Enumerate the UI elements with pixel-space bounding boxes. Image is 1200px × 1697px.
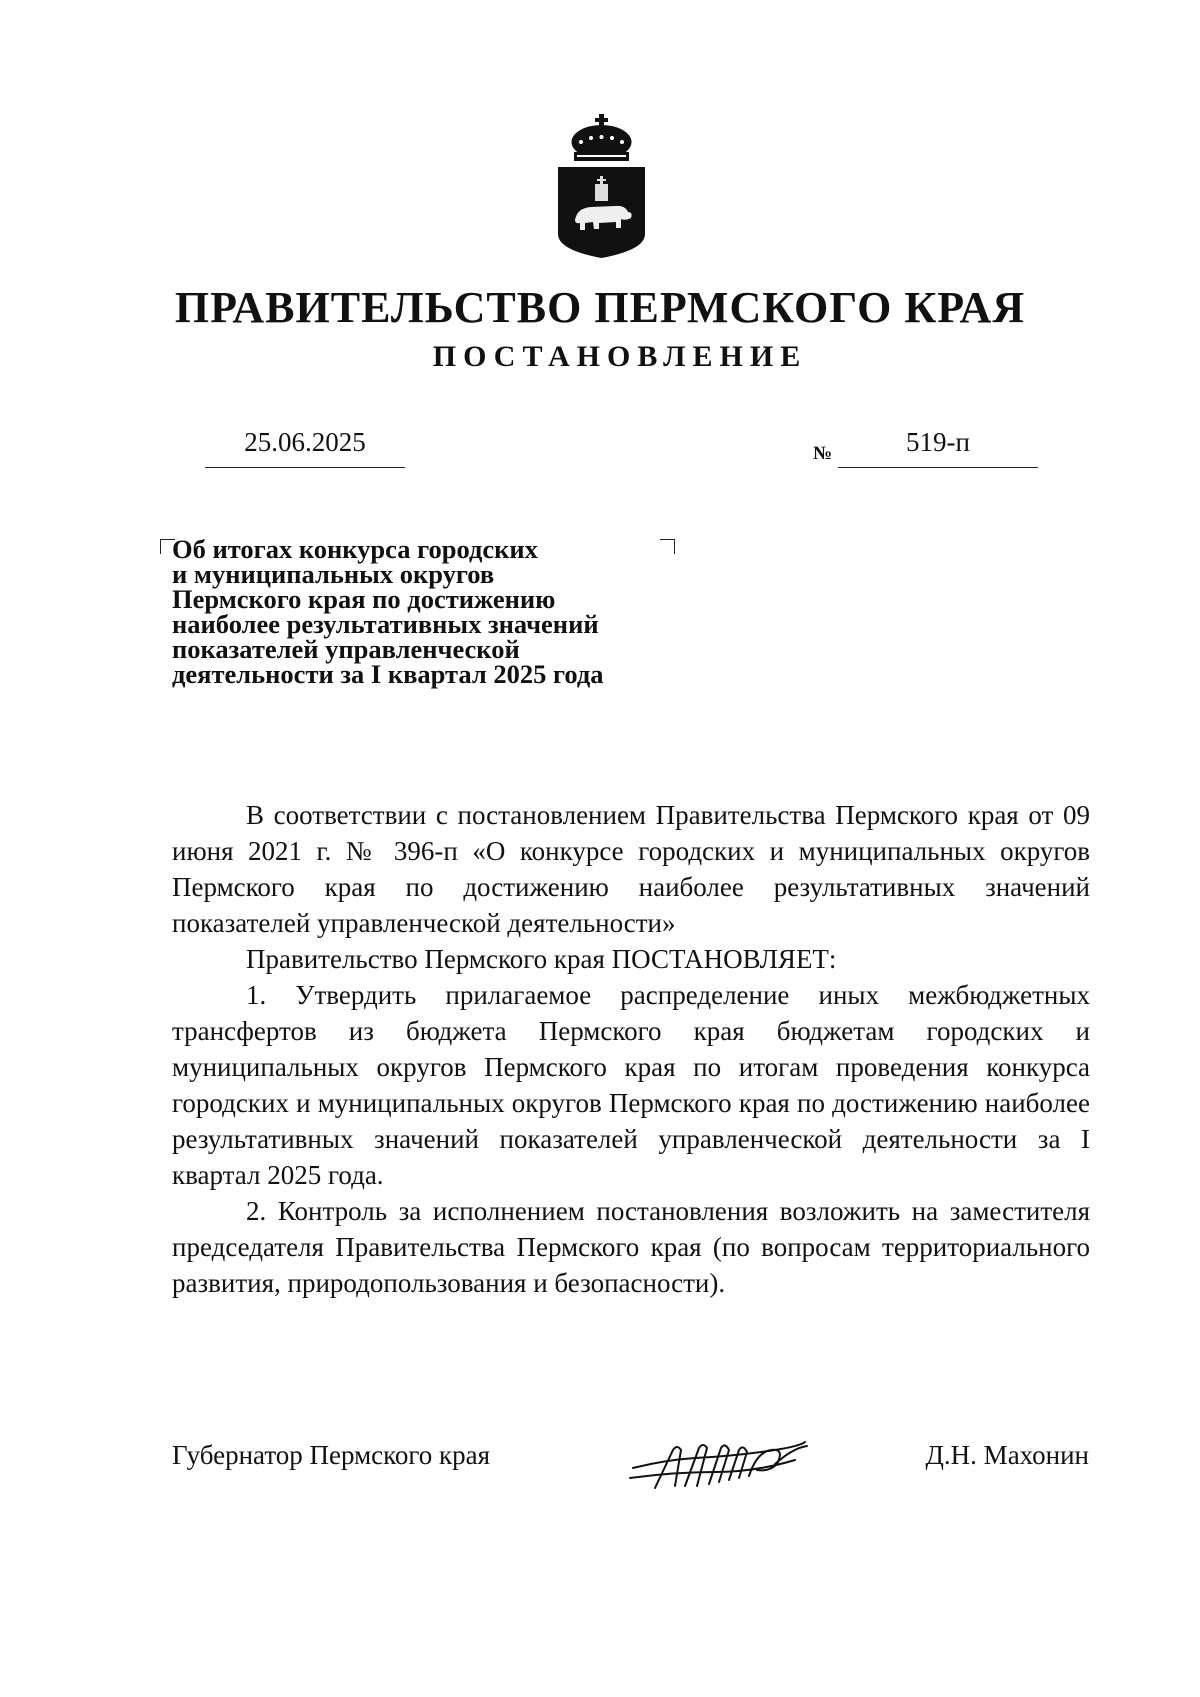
document-number-field: [838, 425, 1038, 468]
subject-line: Пермского края по достижению: [172, 584, 556, 614]
organization-title: ПРАВИТЕЛЬСТВО ПЕРМСКОГО КРАЯ: [174, 283, 1026, 332]
body-paragraph: В соответствии с постановлением Правительства Пермского края от 09 июня 2021 г. № 396-п «О конкурсе городских и муниципальных округов Пермского края по достижению наиболее результативных значений показателей управленческой деятельности»: [172, 800, 1090, 938]
number-sign: №: [813, 443, 833, 464]
subject-line: показателей управленческой: [172, 634, 520, 664]
subject-line: Об итогах конкурса городских: [172, 534, 538, 564]
coat-of-arms-icon: [555, 112, 648, 260]
signatory-position: Губернатор Пермского края: [172, 1440, 491, 1470]
document-date: 25.06.2025: [244, 427, 366, 457]
document-body: [172, 797, 1090, 1301]
subject-line: деятельности за I квартал 2025 года: [172, 659, 604, 689]
body-paragraph: Правительство Пермского края ПОСТАНОВЛЯЕТ:: [246, 944, 837, 974]
body-paragraph: 2. Контроль за исполнением постановления возложить на заместителя председателя Правительства Пермского края (по вопросам территориального развития, природопользования и безопасности).: [172, 1196, 1090, 1298]
document-subject: [172, 534, 692, 689]
signature-image: [625, 1428, 815, 1498]
subject-line: наиболее результативных значений: [172, 609, 599, 639]
document-type: ПОСТАНОВЛЕНИЕ: [432, 340, 808, 373]
subject-line: и муниципальных округов: [172, 559, 495, 589]
document-date-field: [205, 425, 405, 468]
signatory-name: Д.Н. Махонин: [925, 1440, 1089, 1470]
document-number: 519-п: [906, 427, 970, 457]
body-paragraph: 1. Утвердить прилагаемое распределение иных межбюджетных трансфертов из бюджета Пермского края бюджетам городских и муниципальных округов Пермского края по итогам проведения конкурса городских и муниципальных округов Пермского края по достижению наиболее результативных значений показателей управленческой деятельности за I квартал 2025 года.: [172, 980, 1090, 1190]
